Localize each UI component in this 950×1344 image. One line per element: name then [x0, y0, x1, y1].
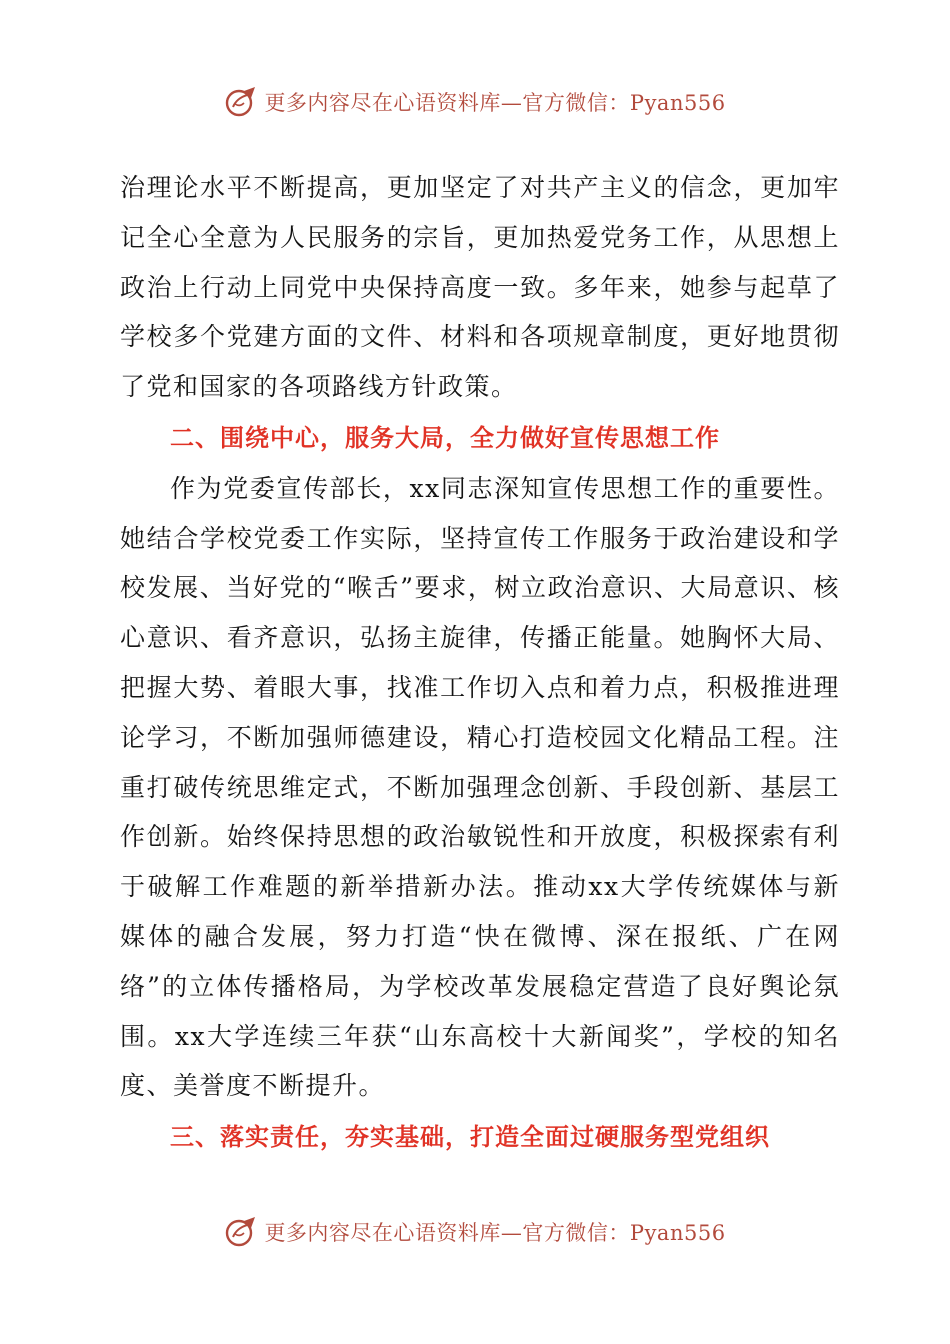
watermark-footer: [0, 1212, 950, 1252]
pen-circle-logo-icon: [224, 1215, 258, 1249]
section-heading-3: 三、落实责任，夯实基础，打造全面过硬服务型党组织: [170, 1123, 770, 1152]
section-heading-2: 二、围绕中心，服务大局，全力做好宣传思想工作: [170, 423, 720, 452]
paragraph-propaganda-work: 作为党委宣传部长，xx同志深知宣传思想工作的重要性。她结合学校党委工作实际，坚持宣传工作服务于政治建设和学校发展、当好党的“喉舌”要求，树立政治意识、大局意识、核心意识、看齐意识，弘扬主旋律，传播正能量。她胸怀大局、把握大势、着眼大事，找准工作切入点和着力点，积极推进理论学习，不断加强师德建设，精心打造校园文化精品工程。注重打破传统思维定式，不断加强理念创新、手段创新、基层工作创新。始终保持思想的政治敏锐性和开放度，积极探索有利于破解工作难题的新举措新办法。推动xx大学传统媒体与新媒体的融合发展，努力打造“快在微博、深在报纸、广在网络”的立体传播格局，为学校改革发展稳定营造了良好舆论氛围。xx大学连续三年获“山东高校十大新闻奖”，学校的知名度、美誉度不断提升。: [120, 473, 840, 1101]
pen-circle-logo-icon: [224, 85, 258, 119]
document-body: [120, 163, 840, 1163]
watermark-header: [0, 82, 950, 122]
watermark-text: 更多内容尽在心语资料库—官方微信：Pyan556: [264, 1221, 726, 1245]
paragraph-continuation: 治理论水平不断提高，更加坚定了对共产主义的信念，更加牢记全心全意为人民服务的宗旨，更加热爱党务工作，从思想上政治上行动上同党中央保持高度一致。多年来，她参与起草了学校多个党建方面的文件、材料和各项规章制度，更好地贯彻了党和国家的各项路线方针政策。: [120, 173, 840, 402]
watermark-text: 更多内容尽在心语资料库—官方微信：Pyan556: [264, 91, 726, 115]
